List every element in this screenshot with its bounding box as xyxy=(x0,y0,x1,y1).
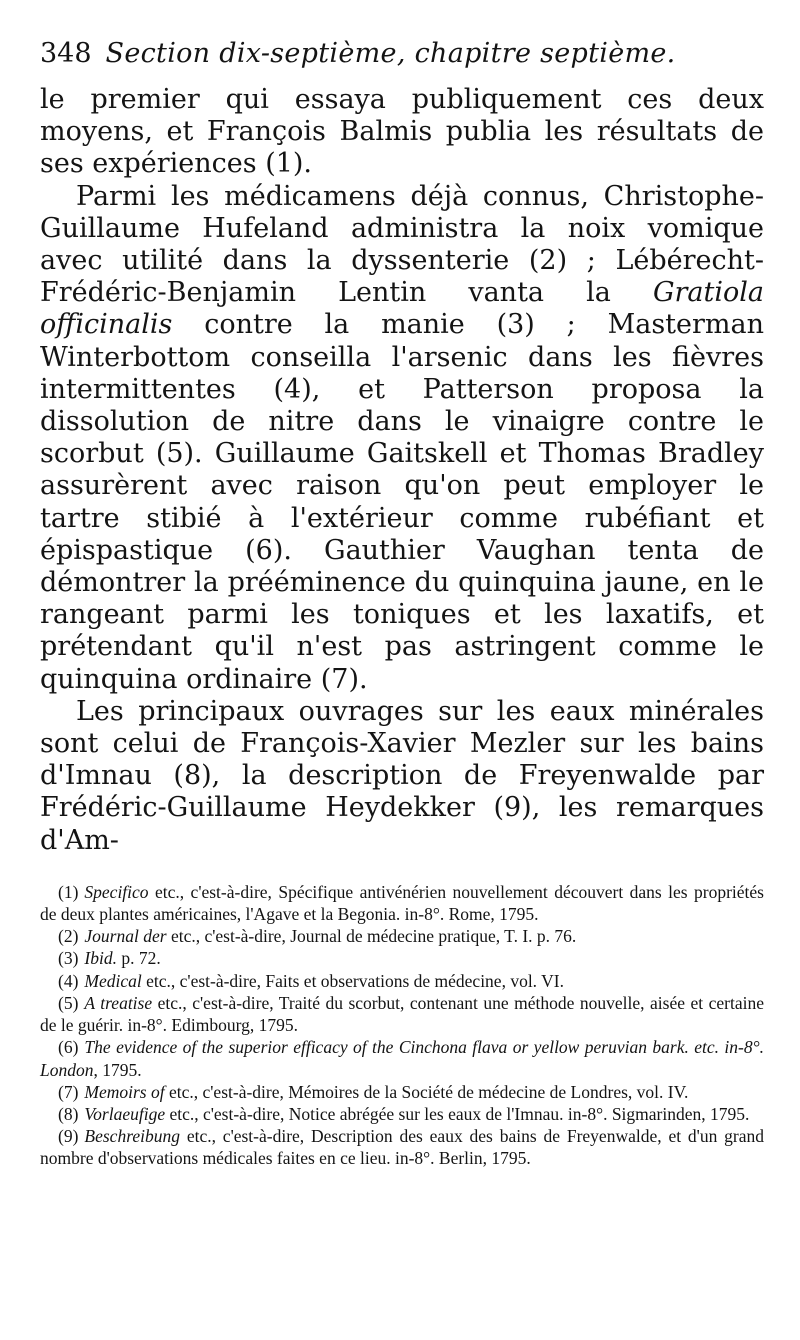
footnote-title: Beschreibung xyxy=(84,1126,180,1147)
paragraph-1: le premier qui essaya publiquement ces deux moyens, et François Balmis publia les résultats de ses expériences (1). xyxy=(40,84,764,180)
paragraph-2-part-a: Parmi les médicamens déjà connus, Christophe-Guillaume Hufeland administra la noix vomique avec utilité dans la dyssenterie (2) ; Lébérecht-Frédéric-Benjamin Lentin vanta la xyxy=(40,180,764,309)
footnote xyxy=(40,1125,764,1169)
footnote-ref: (9) xyxy=(58,1126,79,1147)
footnote xyxy=(40,992,764,1036)
footnote xyxy=(40,970,764,992)
footnote xyxy=(40,1103,764,1125)
footnote xyxy=(40,947,764,969)
footnote-text: etc., c'est-à-dire, Journal de médecine pratique, T. I. p. 76. xyxy=(166,926,577,947)
footnote-ref: (4) xyxy=(58,970,79,991)
footnote-text: etc., c'est-à-dire, Description des eaux des bains de Freyenwalde, et d'un grand nombre d'observations médicales faites en ce lieu. in-8°. Berlin, 1795. xyxy=(40,1126,764,1169)
footnote-text: , 1795. xyxy=(93,1059,142,1080)
italic-term: Gratiola officinalis xyxy=(40,277,764,341)
page-header xyxy=(40,38,764,84)
footnote-title: A treatise xyxy=(84,992,153,1013)
paragraph-2-part-b: contre la manie (3) ; Masterman Winterbottom conseilla l'arsenic dans les fièvres intermittentes (4), et Patterson proposa la dissolution de nitre dans le vinaigre contre le scorbut (5). Guillaume Gaitskell et Thomas Bradley assurèrent avec raison qu'on peut employer le tartre stibié à l'extérieur comme rubéfiant et épispastique (6). Gauthier Vaughan tenta de démontrer la prééminence du quinquina jaune, en le rangeant parmi les toniques et les laxatifs, et prétendant qu'il n'est pas astringent comme le quinquina ordinaire (7). xyxy=(40,309,764,695)
footnote xyxy=(40,1081,764,1103)
main-text xyxy=(40,84,764,857)
footnote-text: etc., c'est-à-dire, Spécifique antivénérien nouvellement découvert dans les propriétés de deux plantes américaines, l'Agave et la Begonia. in-8°. Rome, 1795. xyxy=(40,881,764,925)
footnotes xyxy=(40,881,764,1170)
footnote-title: Journal der xyxy=(84,926,167,947)
footnote-title: Memoirs of xyxy=(84,1081,165,1102)
footnote-title: The evidence of the superior efficacy of the Cinchona flava or yellow peruvian bark. etc. in-8°. London xyxy=(40,1037,764,1080)
footnote-ref: (5) xyxy=(58,992,79,1013)
footnote-text: etc., c'est-à-dire, Faits et observations de médecine, vol. VI. xyxy=(141,970,564,991)
page-number: 348 xyxy=(40,38,92,69)
footnote-text: etc., c'est-à-dire, Mémoires de la Société de médecine de Londres, vol. IV. xyxy=(164,1081,689,1102)
footnote xyxy=(40,881,764,925)
footnote-ref: (6) xyxy=(58,1037,79,1058)
footnote-ref: (8) xyxy=(58,1103,79,1124)
footnote-ref: (7) xyxy=(58,1081,79,1102)
running-title: Section dix-septième, chapitre septième. xyxy=(105,38,676,69)
paragraph-3: Les principaux ouvrages sur les eaux minérales sont celui de François-Xavier Mezler sur les bains d'Imnau (8), la description de Freyenwalde par Frédéric-Guillaume Heydekker (9), les remarques d'Am- xyxy=(40,695,764,856)
footnote-text: p. 72. xyxy=(116,948,161,969)
footnote-text: etc., c'est-à-dire, Traité du scorbut, contenant une méthode nouvelle, aisée et certaine de le guérir. in-8°. Edimbourg, 1795. xyxy=(40,992,764,1036)
footnote-text: etc., c'est-à-dire, Notice abrégée sur les eaux de l'Imnau. in-8°. Sigmarinden, 1795. xyxy=(165,1103,750,1124)
footnote xyxy=(40,925,764,947)
paragraph-2 xyxy=(40,181,764,696)
footnote-ref: (1) xyxy=(58,881,79,902)
footnote-title: Vorlaeufige xyxy=(84,1103,166,1124)
footnote-title: Ibid. xyxy=(84,948,117,969)
footnote-title: Medical xyxy=(84,970,142,991)
footnote-ref: (3) xyxy=(58,948,79,969)
footnote-title: Specifico xyxy=(84,881,149,902)
footnote xyxy=(40,1036,764,1080)
footnote-ref: (2) xyxy=(58,926,79,947)
